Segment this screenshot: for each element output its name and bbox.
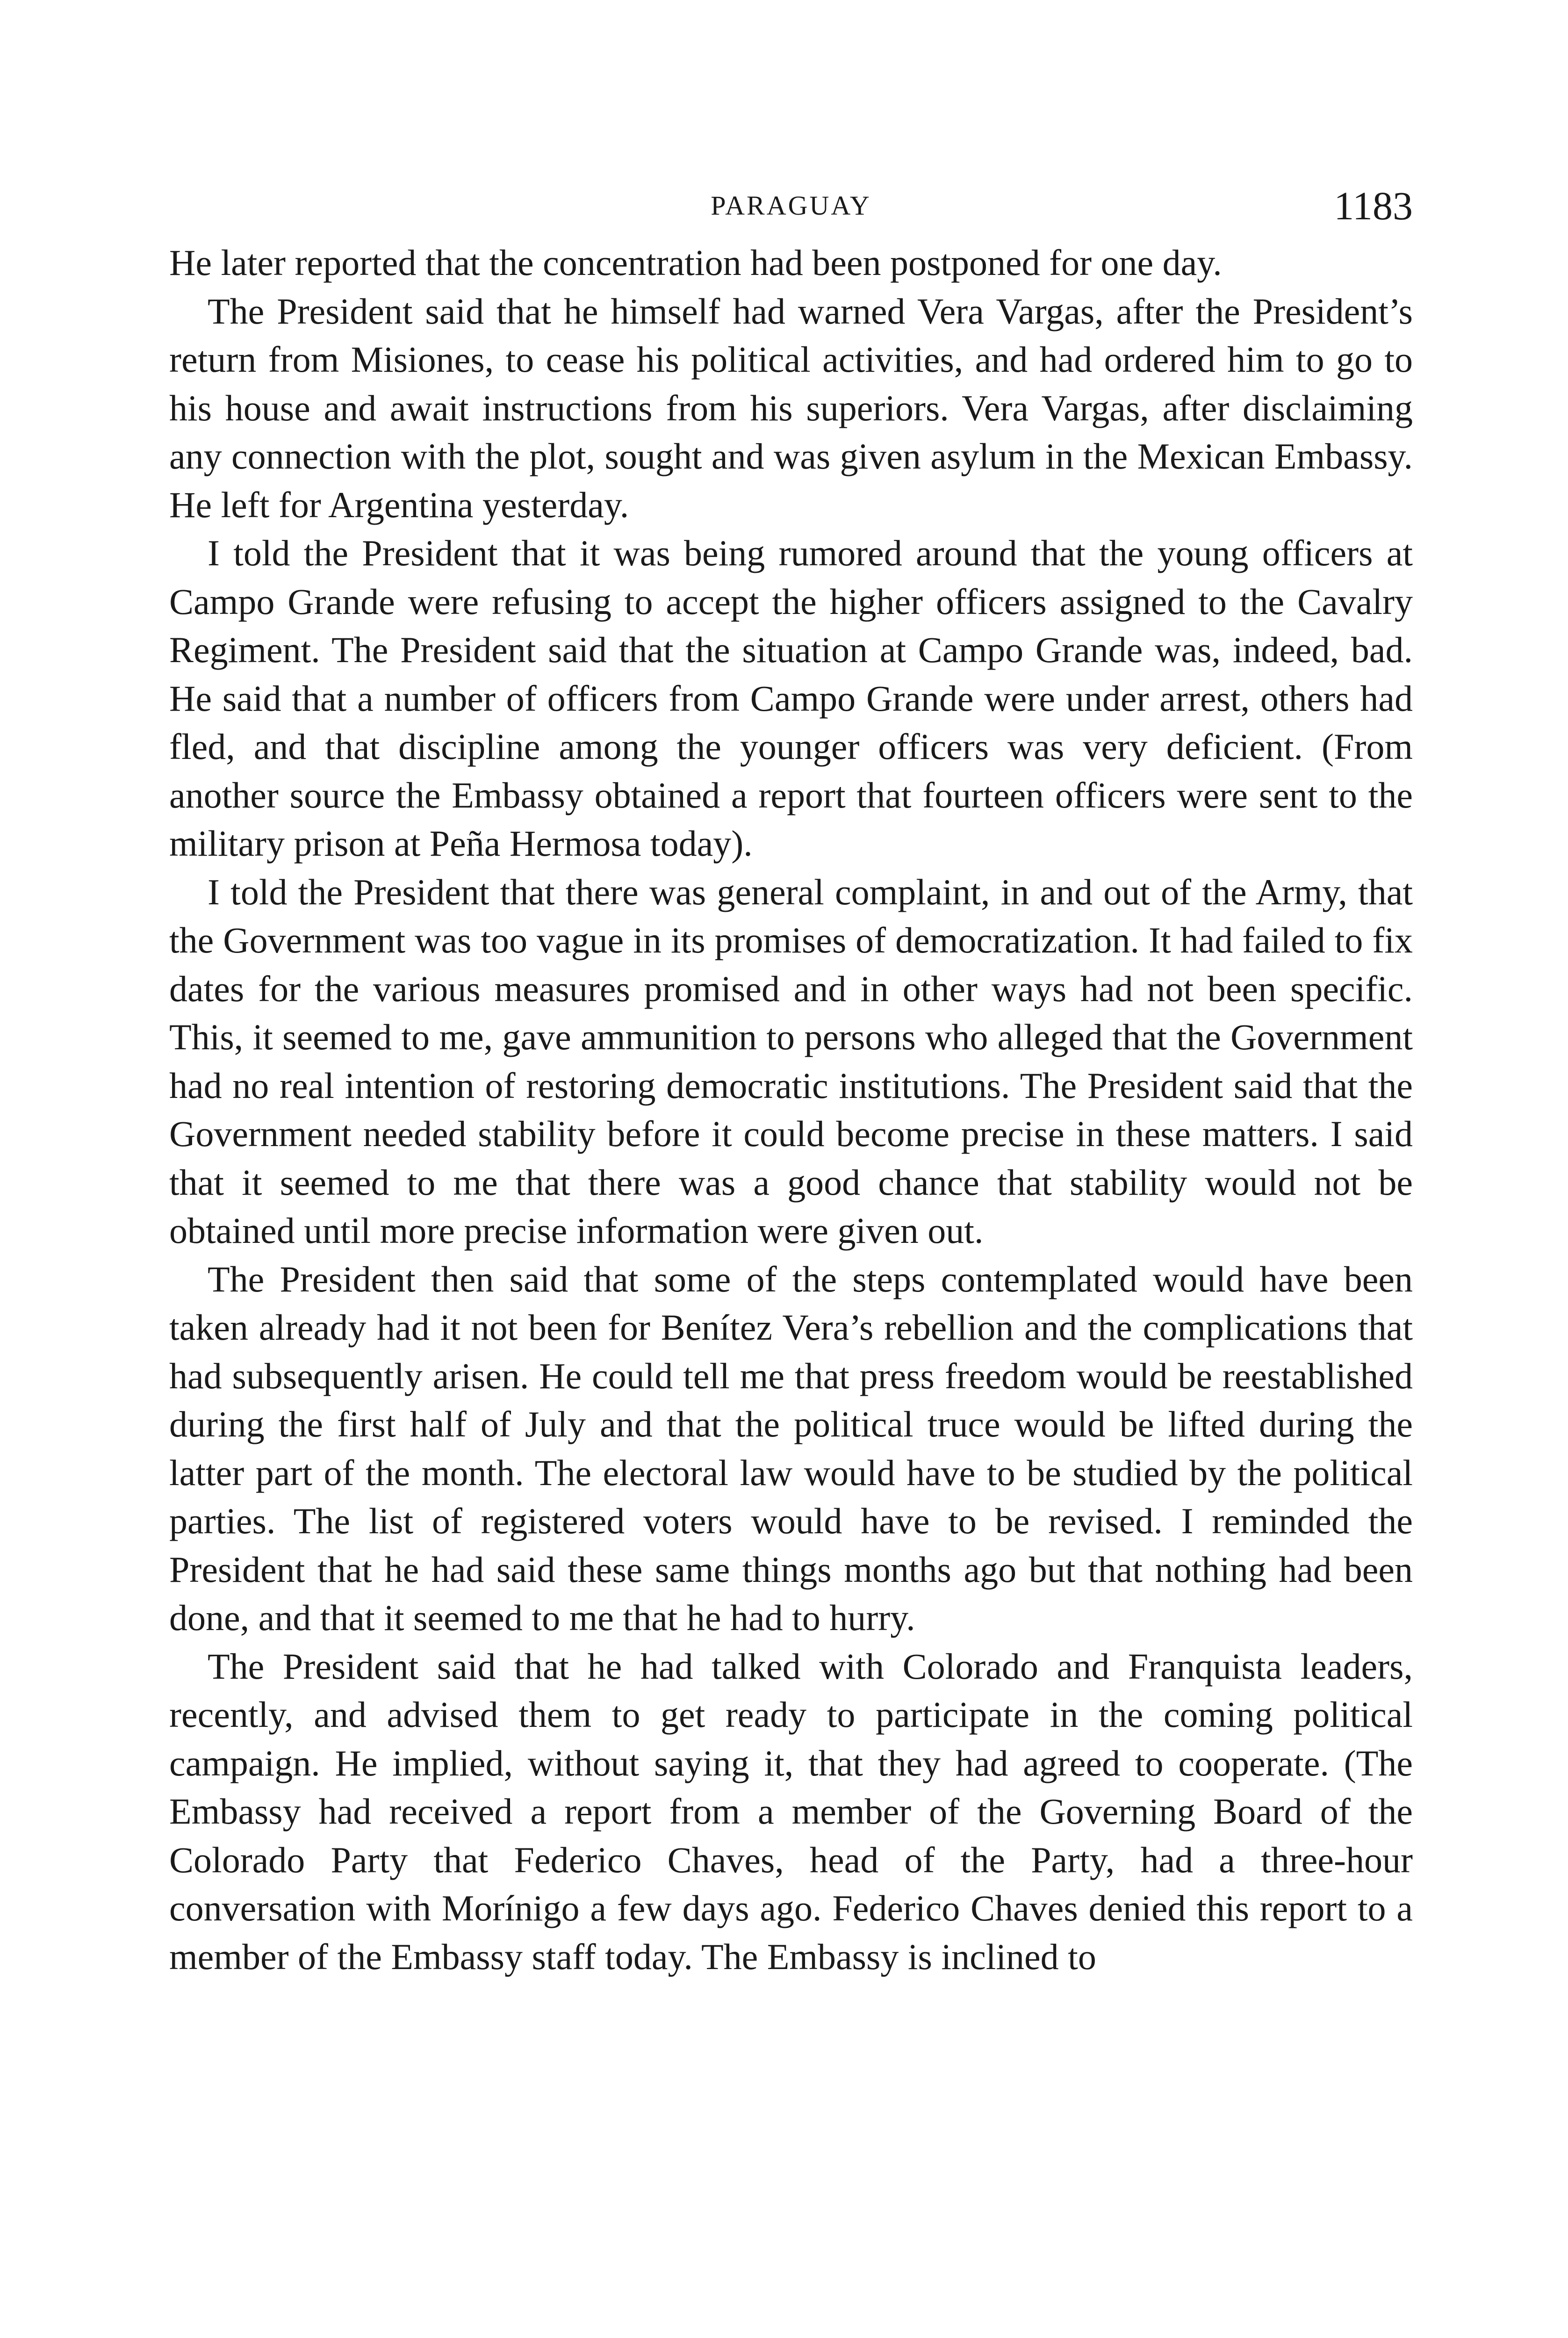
paragraph-2: The President said that he himself had warned Vera Vargas, after the President’s return from Misiones, to cease his political activities, and had ordered him to go to his house and await instructions from his superiors. Vera Vargas, after disclaiming any connection with the plot, sought and was given asylum in the Mexican Embassy. He left for Argentina yesterday.	[169, 290, 1413, 525]
document-page	[169, 182, 1413, 1981]
body-text	[169, 238, 1413, 1981]
paragraph-1: He later reported that the concentration had been postponed for one day.	[169, 242, 1222, 283]
paragraph-5: The President then said that some of the steps contemplated would have been taken already had it not been for Benítez Vera’s rebellion and the complications that had subsequently arisen. He could tell me that press freedom would be reestablished during the first half of July and that the political truce would be lifted during the latter part of the month. The electoral law would have to be studied by the political parties. The list of registered voters would have to be revised. I reminded the President that he had said these same things months ago but that nothing had been done, and that it seemed to me that he had to hurry.	[169, 1258, 1413, 1638]
paragraph-4: I told the President that there was general complaint, in and out of the Army, that the Government was too vague in its promises of democratization. It had failed to fix dates for the various measures promised and in other ways had not been specific. This, it seemed to me, gave ammunition to persons who alleged that the Government had no real intention of restoring democratic institutions. The President said that the Government needed stability before it could become precise in these matters. I said that it seemed to me that there was a good chance that stability would not be obtained until more precise information were given out.	[169, 871, 1413, 1251]
running-title: PARAGUAY	[711, 190, 871, 221]
paragraph-3: I told the President that it was being rumored around that the young officers at Campo Grande were refusing to accept the higher officers assigned to the Cavalry Regiment. The President said that the situation at Campo Grande was, indeed, bad. He said that a number of officers from Campo Grande were under arrest, others had fled, and that discipline among the younger officers was very deficient. (From another source the Embassy obtained a report that fourteen officers were sent to the military prison at Peña Hermosa today).	[169, 533, 1413, 864]
running-header	[169, 182, 1413, 238]
page-number: 1183	[1334, 183, 1413, 228]
paragraph-6: The President said that he had talked with Colorado and Franquista leaders, recently, and advised them to get ready to participate in the coming political campaign. He implied, without saying it, that they had agreed to cooperate. (The Embassy had received a report from a member of the Governing Board of the Colorado Party that Federico Chaves, head of the Party, had a three-hour conversation with Morínigo a few days ago. Federico Chaves denied this report to a member of the Embassy staff today. The Embassy is inclined to	[169, 1645, 1413, 1977]
